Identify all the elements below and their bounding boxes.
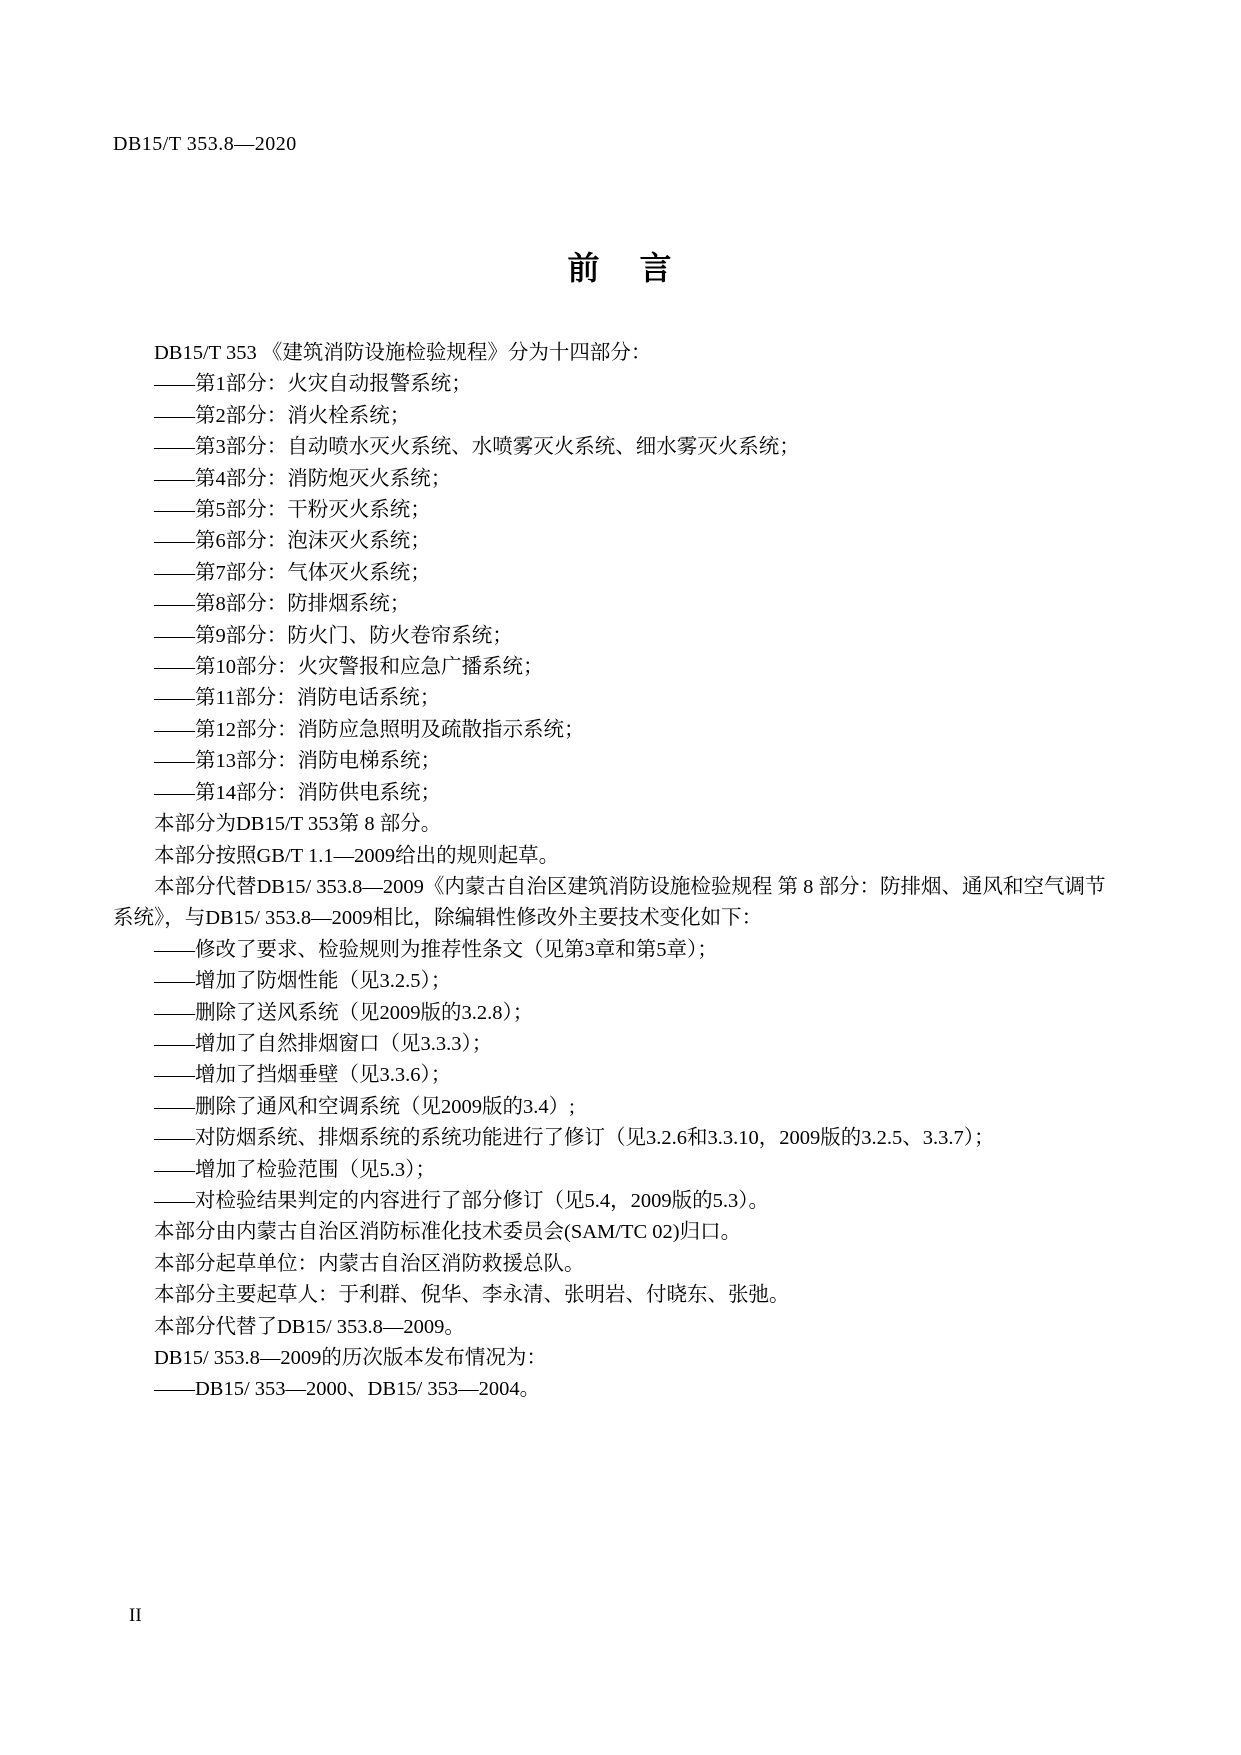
part-item: ——第6部分：泡沫灭火系统； bbox=[154, 530, 431, 553]
part-item: ——第1部分：火灾自动报警系统； bbox=[154, 373, 472, 396]
part-item: ——第2部分：消火栓系统； bbox=[154, 404, 411, 427]
part-item: ——第12部分：消防应急照明及疏散指示系统； bbox=[154, 718, 585, 741]
page-title bbox=[0, 243, 1241, 289]
statement-paragraph: 本部分主要起草人：于利群、倪华、李永清、张明岩、付晓东、张弛。 bbox=[154, 1284, 790, 1307]
statement-paragraph: DB15/ 353.8—2009的历次版本发布情况为： bbox=[154, 1347, 547, 1369]
page-number: II bbox=[129, 1605, 142, 1626]
change-item: ——修改了要求、检验规则为推荐性条文（见第3章和第5章）； bbox=[154, 938, 718, 961]
document-header-code: DB15/T 353.8—2020 bbox=[113, 133, 297, 155]
part-item: ——第9部分：防火门、防火卷帘系统； bbox=[154, 624, 513, 647]
intro-paragraph: DB15/T 353 《建筑消防设施检验规程》分为十四部分： bbox=[154, 342, 652, 364]
foreword-body bbox=[113, 338, 1123, 1406]
part-item: ——第7部分：气体灭火系统； bbox=[154, 561, 431, 584]
statement-paragraph: 本部分起草单位：内蒙古自治区消防救援总队。 bbox=[154, 1252, 585, 1275]
statement-paragraph: 本部分按照GB/T 1.1—2009给出的规则起草。 bbox=[154, 844, 560, 867]
change-item: ——删除了通风和空调系统（见2009版的3.4）; bbox=[154, 1095, 575, 1118]
part-item: ——第4部分：消防炮灭火系统； bbox=[154, 467, 452, 490]
change-item: ——增加了挡烟垂壁（见3.3.6）； bbox=[154, 1064, 452, 1087]
part-item: ——第13部分：消防电梯系统； bbox=[154, 750, 441, 773]
change-item: ——增加了检验范围（见5.3）； bbox=[154, 1158, 436, 1181]
page-title-char-1: 前 bbox=[567, 249, 602, 287]
change-item: ——增加了防烟性能（见3.2.5）； bbox=[154, 970, 452, 993]
change-item: ——对检验结果判定的内容进行了部分修订（见5.4，2009版的5.3）。 bbox=[154, 1189, 769, 1212]
part-item: ——第5部分：干粉灭火系统； bbox=[154, 499, 431, 522]
change-item: ——对防烟系统、排烟系统的系统功能进行了修订（见3.2.6和3.3.10，2009版的3.2.5、3.3.7）； bbox=[154, 1127, 995, 1150]
statement-paragraph: 本部分代替DB15/ 353.8—2009《内蒙古自治区建筑消防设施检验规程 第 8 部分：防排烟、通风和空气调节系统》，与DB15/ 353.8—2009相比，除编辑性修改外主要技术变化如下： bbox=[113, 875, 1106, 930]
part-item: ——第11部分：消防电话系统； bbox=[154, 687, 441, 710]
version-history-item: ——DB15/ 353—2000、DB15/ 353—2004。 bbox=[154, 1378, 541, 1401]
change-item: ——增加了自然排烟窗口（见3.3.3）； bbox=[154, 1032, 493, 1055]
change-item: ——删除了送风系统（见2009版的3.2.8）； bbox=[154, 1001, 534, 1024]
part-item: ——第3部分：自动喷水灭火系统、水喷雾灭火系统、细水雾灭火系统； bbox=[154, 436, 800, 459]
part-item: ——第14部分：消防供电系统； bbox=[154, 781, 441, 804]
page-title-char-2: 言 bbox=[639, 249, 674, 287]
statement-paragraph: 本部分代替了DB15/ 353.8—2009。 bbox=[154, 1315, 465, 1338]
part-item: ——第8部分：防排烟系统； bbox=[154, 593, 411, 616]
statement-paragraph: 本部分由内蒙古自治区消防标准化技术委员会(SAM/TC 02)归口。 bbox=[154, 1221, 742, 1244]
part-item: ——第10部分：火灾警报和应急广播系统； bbox=[154, 656, 544, 679]
statement-paragraph: 本部分为DB15/T 353第 8 部分。 bbox=[154, 813, 442, 836]
